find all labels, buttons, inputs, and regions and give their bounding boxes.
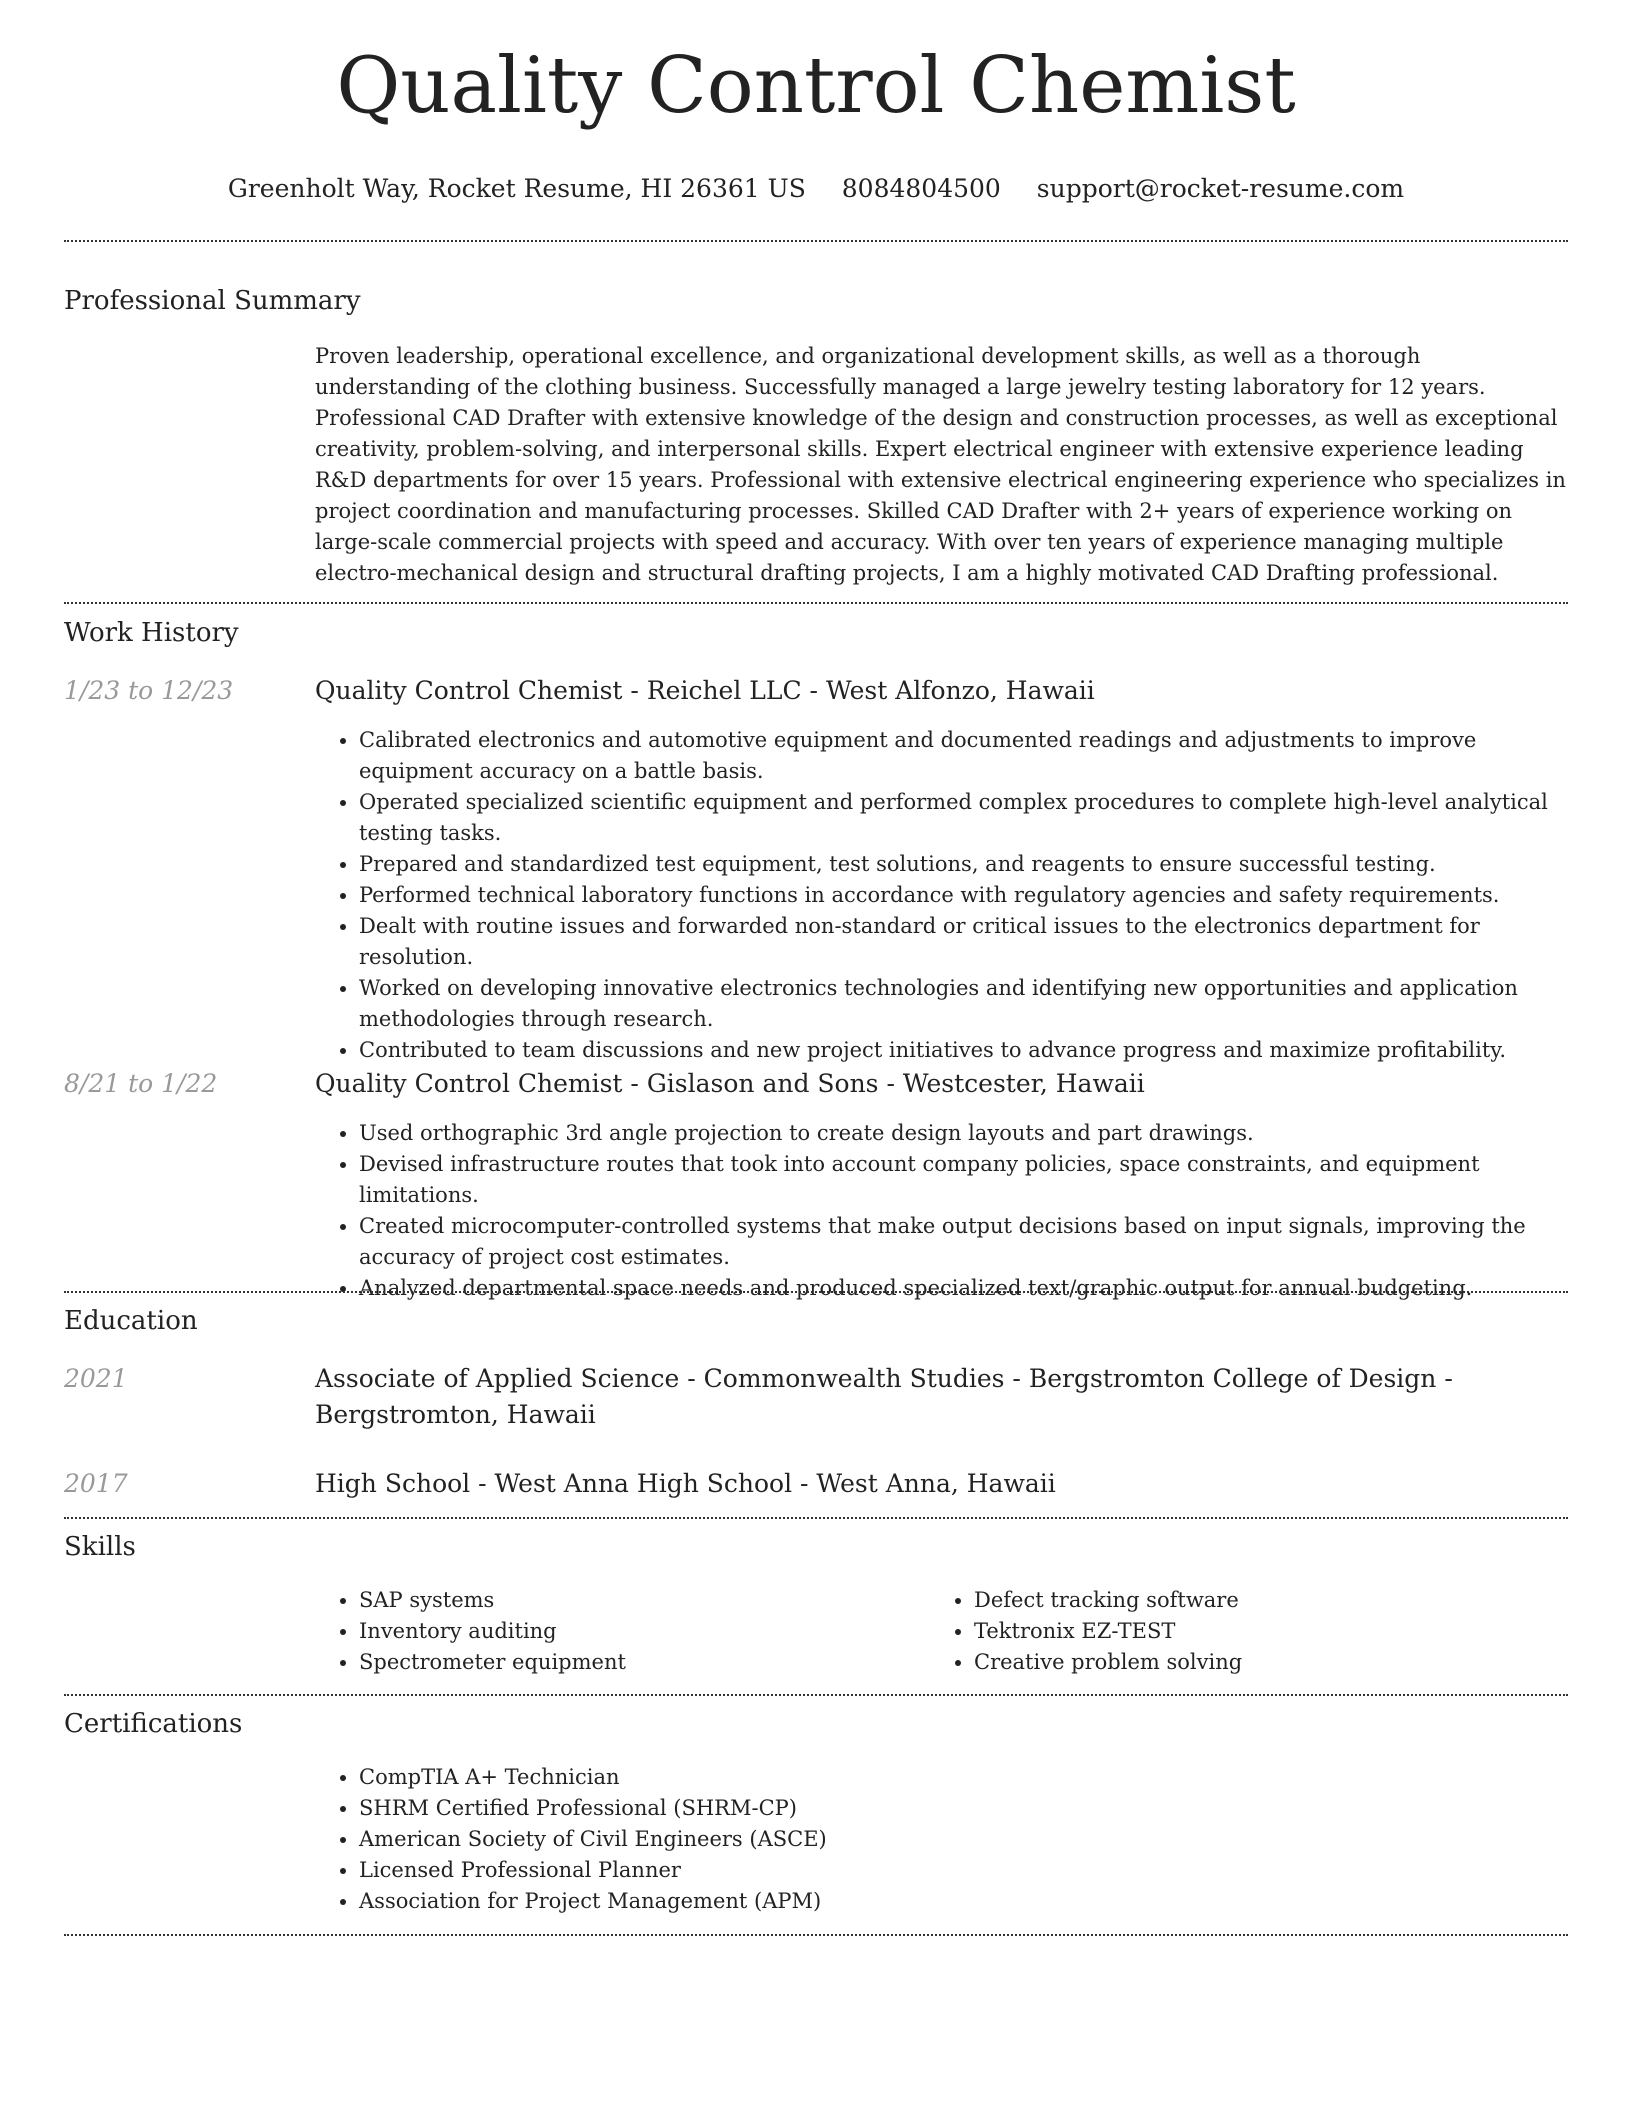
skills-list-left	[315, 1585, 875, 1678]
address: Greenholt Way, Rocket Resume, HI 26361 US	[227, 174, 806, 203]
job-heading: Quality Control Chemist - Reichel LLC - West Alfonzo, Hawaii	[315, 676, 1095, 705]
section-title-summary: Professional Summary	[64, 286, 361, 316]
certification-item: • Association for Project Management (APM)	[359, 1886, 1568, 1917]
skill-item: • Inventory auditing	[359, 1616, 875, 1647]
list-item: • Dealt with routine issues and forwarded non-standard or critical issues to the electronics department for resolution.	[359, 911, 1568, 973]
certifications-list	[315, 1762, 1568, 1917]
section-title-work: Work History	[64, 618, 239, 648]
education-entry: Associate of Applied Science - Commonwealth Studies - Bergstromton College of Design - Bergstromton, Hawaii	[315, 1364, 1453, 1429]
certification-item: • Licensed Professional Planner	[359, 1855, 1568, 1886]
resume-name: Quality Control Chemist	[336, 41, 1296, 131]
list-item: • Worked on developing innovative electronics technologies and identifying new opportunities and application methodologies through research.	[359, 973, 1568, 1035]
email: support@rocket-resume.com	[1036, 174, 1405, 203]
divider	[64, 1694, 1568, 1696]
section-title-education: Education	[64, 1306, 198, 1336]
job-bullets	[315, 725, 1568, 1066]
divider	[64, 240, 1568, 242]
list-item: • Contributed to team discussions and new project initiatives to advance progress and maximize profitability.	[359, 1035, 1568, 1066]
job-bullets	[315, 1118, 1568, 1304]
list-item: • Operated specialized scientific equipment and performed complex procedures to complete high-level analytical testing tasks.	[359, 787, 1568, 849]
certification-item: • American Society of Civil Engineers (ASCE)	[359, 1824, 1568, 1855]
list-item: • Prepared and standardized test equipment, test solutions, and reagents to ensure successful testing.	[359, 849, 1568, 880]
list-item: • Created microcomputer-controlled systems that make output decisions based on input signals, improving the accuracy of project cost estimates.	[359, 1211, 1568, 1273]
skill-item: • Creative problem solving	[974, 1647, 1490, 1678]
phone: 8084804500	[841, 174, 1001, 203]
section-title-certifications: Certifications	[64, 1709, 243, 1739]
section-title-skills: Skills	[64, 1532, 136, 1562]
list-item: • Performed technical laboratory functions in accordance with regulatory agencies and safety requirements.	[359, 880, 1568, 911]
list-item: • Used orthographic 3rd angle projection to create design layouts and part drawings.	[359, 1118, 1568, 1149]
list-item: • Analyzed departmental space needs and produced specialized text/graphic output for annual budgeting.	[359, 1273, 1568, 1304]
divider	[64, 1517, 1568, 1519]
summary-text: Proven leadership, operational excellence, and organizational development skills, as well as a thorough understanding of the clothing business. Successfully managed a large jewelry testing laboratory for 12 years. Professional CAD Drafter with extensive knowledge of the design and construction processes, as well as exceptional creativity, problem-solving, and interpersonal skills. Expert electrical engineer with extensive experience leading R&D departments for over 15 years. Professional with extensive electrical engineering experience who specializes in project coordination and manufacturing processes. Skilled CAD Drafter with 2+ years of experience working on large-scale commercial projects with speed and accuracy. With over ten years of experience managing multiple electro-mechanical design and structural drafting projects, I am a highly motivated CAD Drafting professional.	[315, 344, 1566, 585]
certification-item: • SHRM Certified Professional (SHRM-CP)	[359, 1793, 1568, 1824]
skill-item: • SAP systems	[359, 1585, 875, 1616]
certification-item: • CompTIA A+ Technician	[359, 1762, 1568, 1793]
skill-item: • Spectrometer equipment	[359, 1647, 875, 1678]
skill-item: • Tektronix EZ-TEST	[974, 1616, 1490, 1647]
list-item: • Devised infrastructure routes that took into account company policies, space constraints, and equipment limitations.	[359, 1149, 1568, 1211]
skill-item: • Defect tracking software	[974, 1585, 1490, 1616]
education-year: 2017	[64, 1469, 128, 1498]
contact-line	[0, 172, 1632, 206]
divider	[64, 1934, 1568, 1936]
job-dates: 1/23 to 12/23	[64, 676, 234, 705]
education-year: 2021	[64, 1364, 128, 1393]
list-item: • Calibrated electronics and automotive equipment and documented readings and adjustments to improve equipment accuracy on a battle basis.	[359, 725, 1568, 787]
divider	[64, 602, 1568, 604]
education-entry: High School - West Anna High School - West Anna, Hawaii	[315, 1469, 1056, 1498]
skills-list-right	[930, 1585, 1490, 1678]
job-dates: 8/21 to 1/22	[64, 1069, 218, 1098]
divider	[64, 1291, 1568, 1293]
job-heading: Quality Control Chemist - Gislason and Sons - Westcester, Hawaii	[315, 1069, 1145, 1098]
